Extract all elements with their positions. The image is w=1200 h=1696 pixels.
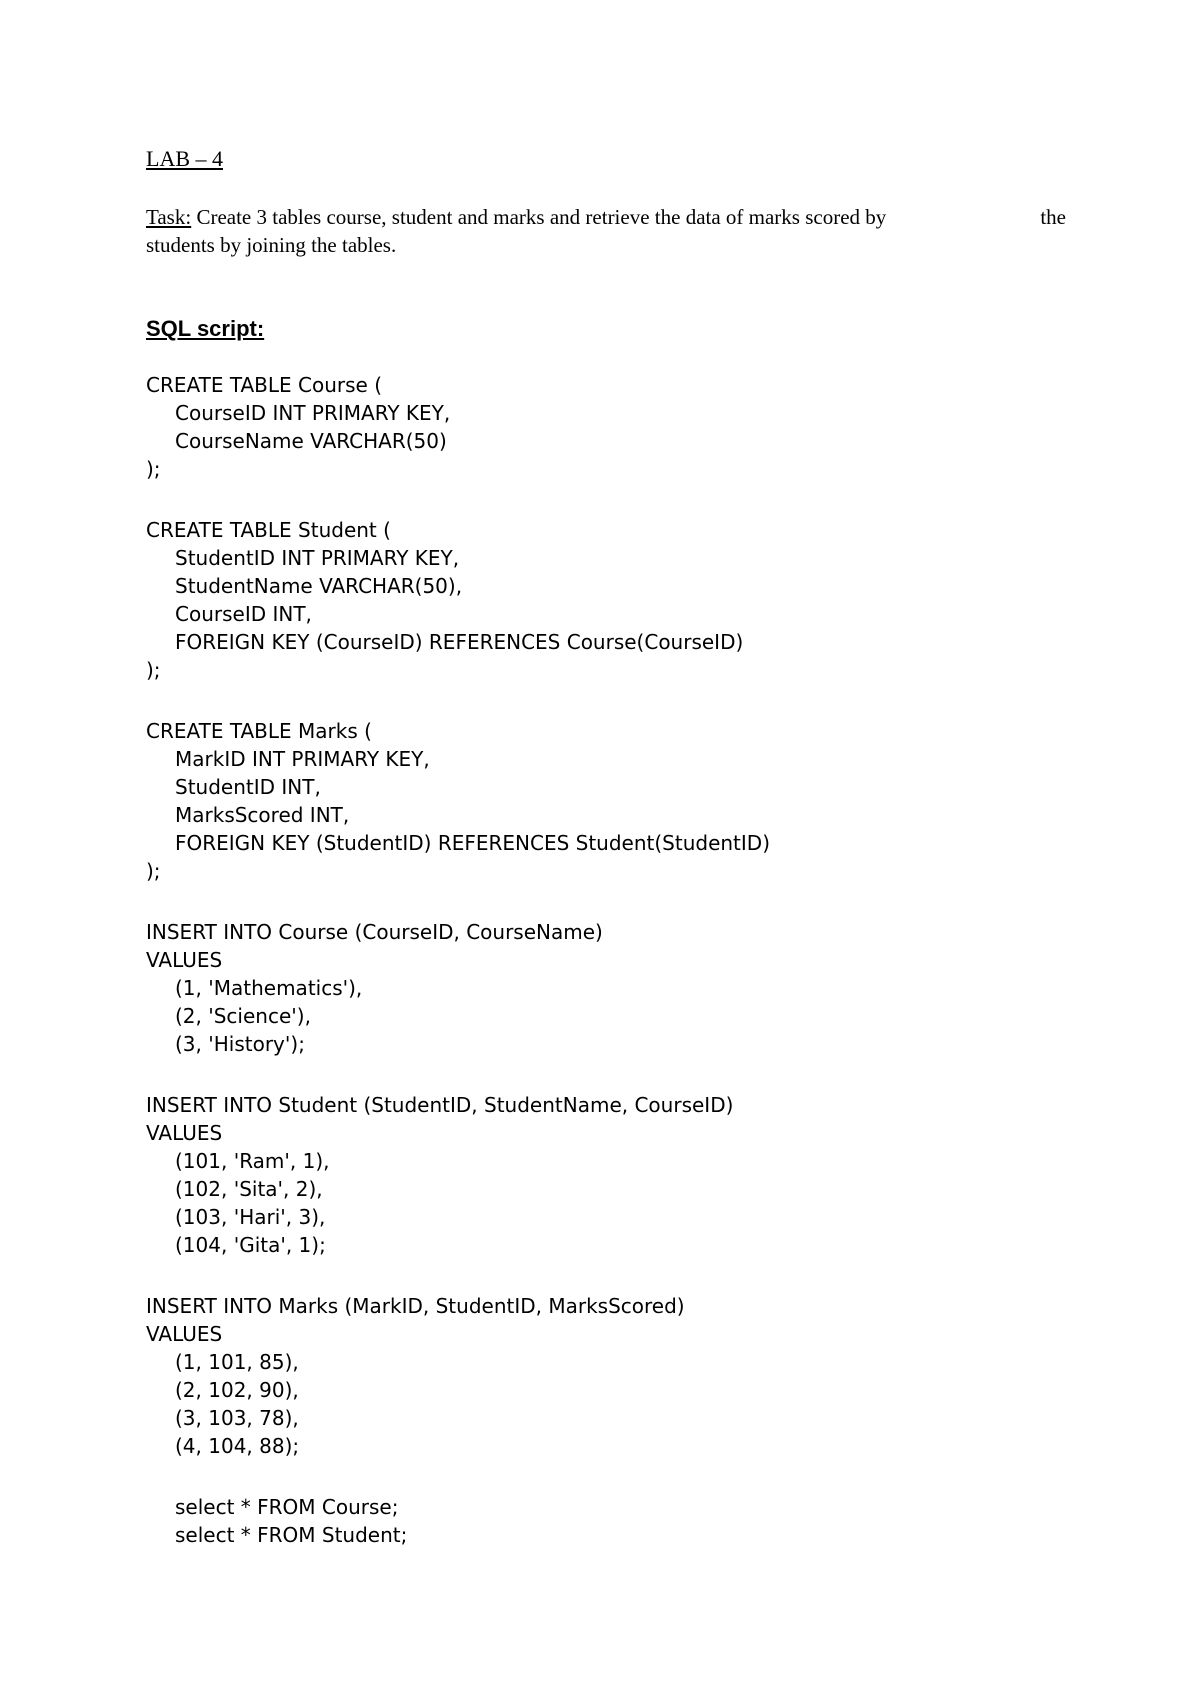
code-line: StudentID INT PRIMARY KEY, (175, 546, 460, 570)
code-line: CREATE TABLE Course ( (146, 373, 383, 397)
code-line: (4, 104, 88); (175, 1434, 300, 1458)
code-line: CREATE TABLE Marks ( (146, 719, 372, 743)
code-line: INSERT INTO Marks (MarkID, StudentID, MarksScored) (146, 1294, 685, 1318)
code-line: StudentName VARCHAR(50), (175, 574, 463, 598)
lab-title: LAB – 4 (146, 146, 223, 171)
task-line-1-tail: the (1040, 205, 1066, 229)
code-block (146, 1091, 770, 1259)
code-block (146, 1292, 770, 1460)
code-line: CourseID INT PRIMARY KEY, (175, 401, 451, 425)
task-label: Task: (146, 205, 192, 229)
code-line: (1, 101, 85), (175, 1350, 299, 1374)
code-line: (3, 103, 78), (175, 1406, 299, 1430)
code-block (146, 717, 770, 885)
code-line: select * FROM Course; (175, 1495, 399, 1519)
code-line: ); (146, 658, 161, 682)
code-line: CourseID INT, (175, 602, 312, 626)
code-line: (3, 'History'); (175, 1032, 305, 1056)
code-line: FOREIGN KEY (StudentID) REFERENCES Student(StudentID) (175, 831, 770, 855)
code-line: (2, 102, 90), (175, 1378, 299, 1402)
code-line: VALUES (146, 1121, 223, 1145)
code-line: StudentID INT, (175, 775, 321, 799)
code-line: INSERT INTO Course (CourseID, CourseName) (146, 920, 603, 944)
task-line-1 (146, 203, 1066, 231)
sql-script-heading: SQL script: (146, 316, 265, 341)
code-line: (102, 'Sita', 2), (175, 1177, 323, 1201)
task-line-2: students by joining the tables. (146, 233, 397, 257)
code-line: VALUES (146, 948, 223, 972)
code-line: (1, 'Mathematics'), (175, 976, 363, 1000)
code-line: ); (146, 457, 161, 481)
code-line: (103, 'Hari', 3), (175, 1205, 326, 1229)
code-line: CourseName VARCHAR(50) (175, 429, 447, 453)
task-line-1-body (146, 203, 886, 231)
code-line: MarksScored INT, (175, 803, 350, 827)
code-line: (2, 'Science'), (175, 1004, 311, 1028)
code-line: VALUES (146, 1322, 223, 1346)
task-text: Create 3 tables course, student and marks and retrieve the data of marks scored by (191, 205, 887, 229)
code-line: (104, 'Gita', 1); (175, 1233, 326, 1257)
code-block (146, 371, 770, 483)
code-line: INSERT INTO Student (StudentID, StudentName, CourseID) (146, 1093, 734, 1117)
code-block (146, 516, 770, 684)
sql-code (146, 371, 770, 1549)
code-line: select * FROM Student; (175, 1523, 408, 1547)
code-line: ); (146, 859, 161, 883)
code-line: (101, 'Ram', 1), (175, 1149, 330, 1173)
code-block (146, 1493, 770, 1549)
code-line: MarkID INT PRIMARY KEY, (175, 747, 430, 771)
code-line: CREATE TABLE Student ( (146, 518, 391, 542)
code-block (146, 918, 770, 1058)
task-paragraph (146, 203, 1066, 259)
code-line: FOREIGN KEY (CourseID) REFERENCES Course(CourseID) (175, 630, 744, 654)
